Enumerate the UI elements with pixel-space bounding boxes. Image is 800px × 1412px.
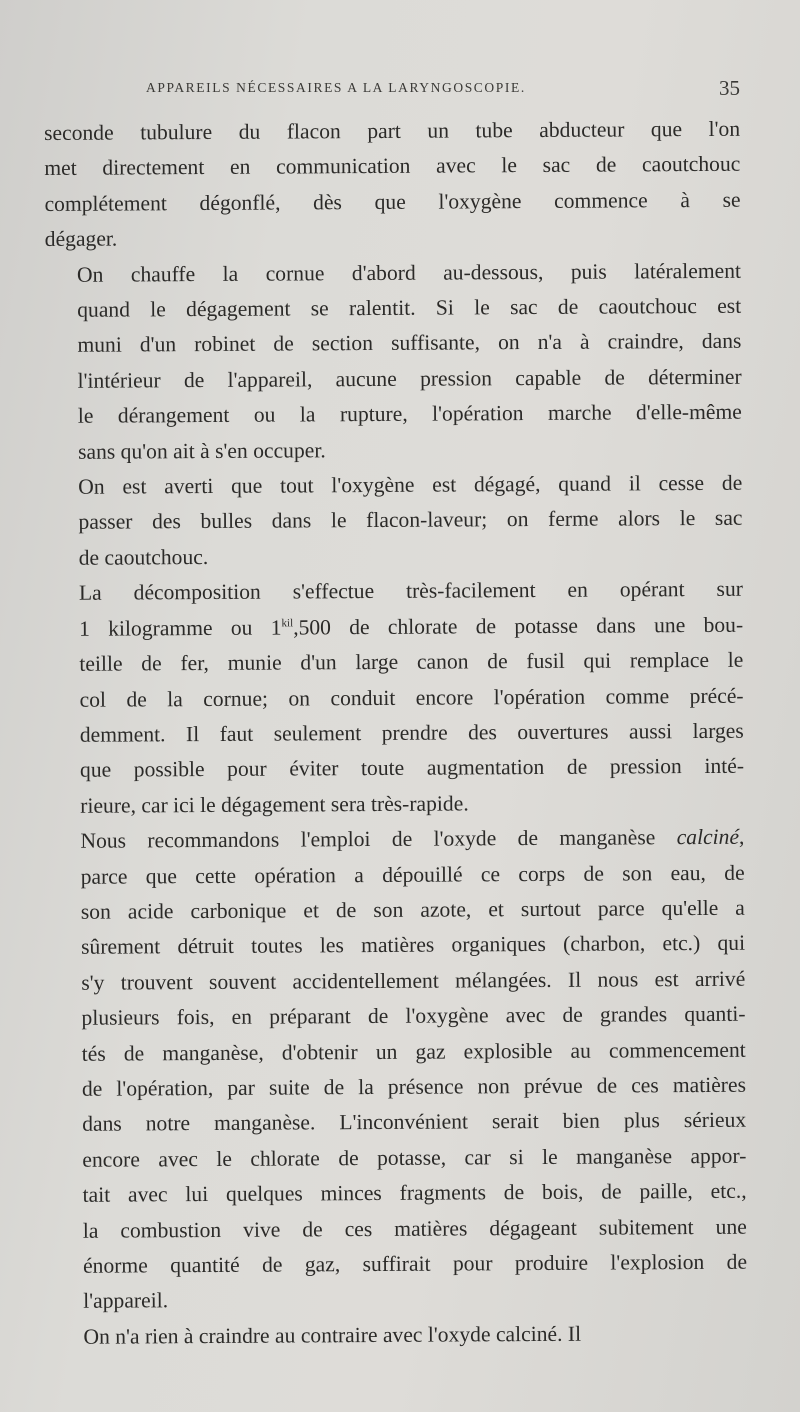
text-line: Nous recommandons l'emploi de l'oxyde de manganèse calciné, [80, 824, 745, 853]
text-line: dégager. [44, 226, 118, 252]
text-line: col de la cornue; on conduit encore l'opération comme précé- [79, 683, 744, 712]
paragraph [46, 466, 743, 576]
text-line: s'y trouvent souvent accidentellement mélangées. Il nous est arrivé [81, 966, 746, 995]
page-number: 35 [719, 76, 740, 100]
text-line: passer des bulles dans le flacon-laveur; on ferme alors le sac [78, 506, 743, 535]
page-header [44, 74, 740, 108]
text-line: parce que cette opération a dépouillé ce corps de son eau, de [80, 860, 745, 889]
text-line: de caoutchouc. [78, 544, 209, 570]
text-line: met directement en communication avec le sac de caoutchouc [44, 152, 741, 181]
text-line: l'appareil. [83, 1288, 169, 1314]
text-line: tait avec lui quelques minces fragments de bois, de paille, etc., [82, 1178, 747, 1207]
body-text [44, 112, 748, 1355]
text-line: son acide carbonique et de son azote, et surtout parce qu'elle a [80, 895, 745, 924]
text-line: l'intérieur de l'appareil, aucune pression capable de déterminer [77, 364, 742, 393]
text-line: sûrement détruit toutes les matières organiques (charbon, etc.) qui [81, 931, 746, 960]
text-line: complétement dégonflé, dès que l'oxygène commence à se [44, 187, 741, 216]
text-line: On est averti que tout l'oxygène est dégagé, quand il cesse de [78, 470, 743, 499]
text-line: La décomposition s'effectue très-facilement en opérant sur [78, 577, 743, 606]
paragraph [47, 572, 745, 824]
text-line: énorme quantité de gaz, suffirait pour produire l'explosion de [82, 1249, 748, 1278]
text-line: tés de manganèse, d'obtenir un gaz explosible au commencement [81, 1037, 746, 1066]
paragraph [44, 112, 741, 258]
text-line: dans notre manganèse. L'inconvénient serait bien plus sérieux [82, 1108, 747, 1137]
text-line: On n'a rien à craindre au contraire avec l'oxyde calciné. Il [83, 1321, 582, 1349]
text-line: encore avec le chlorate de potasse, car si le manganèse appor- [82, 1143, 747, 1172]
text-line: quand le dégagement se ralentit. Si le sac de caoutchouc est [77, 293, 742, 322]
text-line: plusieurs fois, en préparant de l'oxygène avec de grandes quanti- [81, 1001, 746, 1030]
text-line: 1 kilogramme ou $1^{kil},500$ de chlorate de potasse dans une bou- [79, 612, 744, 641]
text-line: rieure, car ici le dégagement sera très-rapide. [80, 791, 469, 818]
text-line: la combustion vive de ces matières dégageant subitement une [82, 1214, 747, 1243]
text-line: le dérangement ou la rupture, l'opération marche d'elle-même [77, 399, 742, 429]
running-head: APPAREILS NÉCESSAIRES A LA LARYNGOSCOPIE. [146, 80, 526, 95]
text-line: teille de fer, munie d'un large canon de fusil qui remplace le [79, 647, 744, 676]
text-line: sans qu'on ait à s'en occuper. [77, 437, 326, 464]
text-line: de l'opération, par suite de la présence non prévue de ces matières [81, 1072, 747, 1101]
text-line: que possible pour éviter toute augmentation de pression inté- [79, 754, 745, 783]
paragraph [48, 820, 747, 1320]
paragraph [51, 1316, 747, 1356]
paragraph [45, 253, 742, 470]
text-line: demment. Il faut seulement prendre des ouvertures aussi larges [79, 718, 744, 747]
text-line: seconde tubulure du flacon part un tube abducteur que l'on [44, 116, 741, 145]
text-line: On chauffe la cornue d'abord au-dessous, puis latéralement [76, 258, 742, 287]
text-line: muni d'un robinet de section suffisante, on n'a à craindre, dans [77, 329, 742, 358]
